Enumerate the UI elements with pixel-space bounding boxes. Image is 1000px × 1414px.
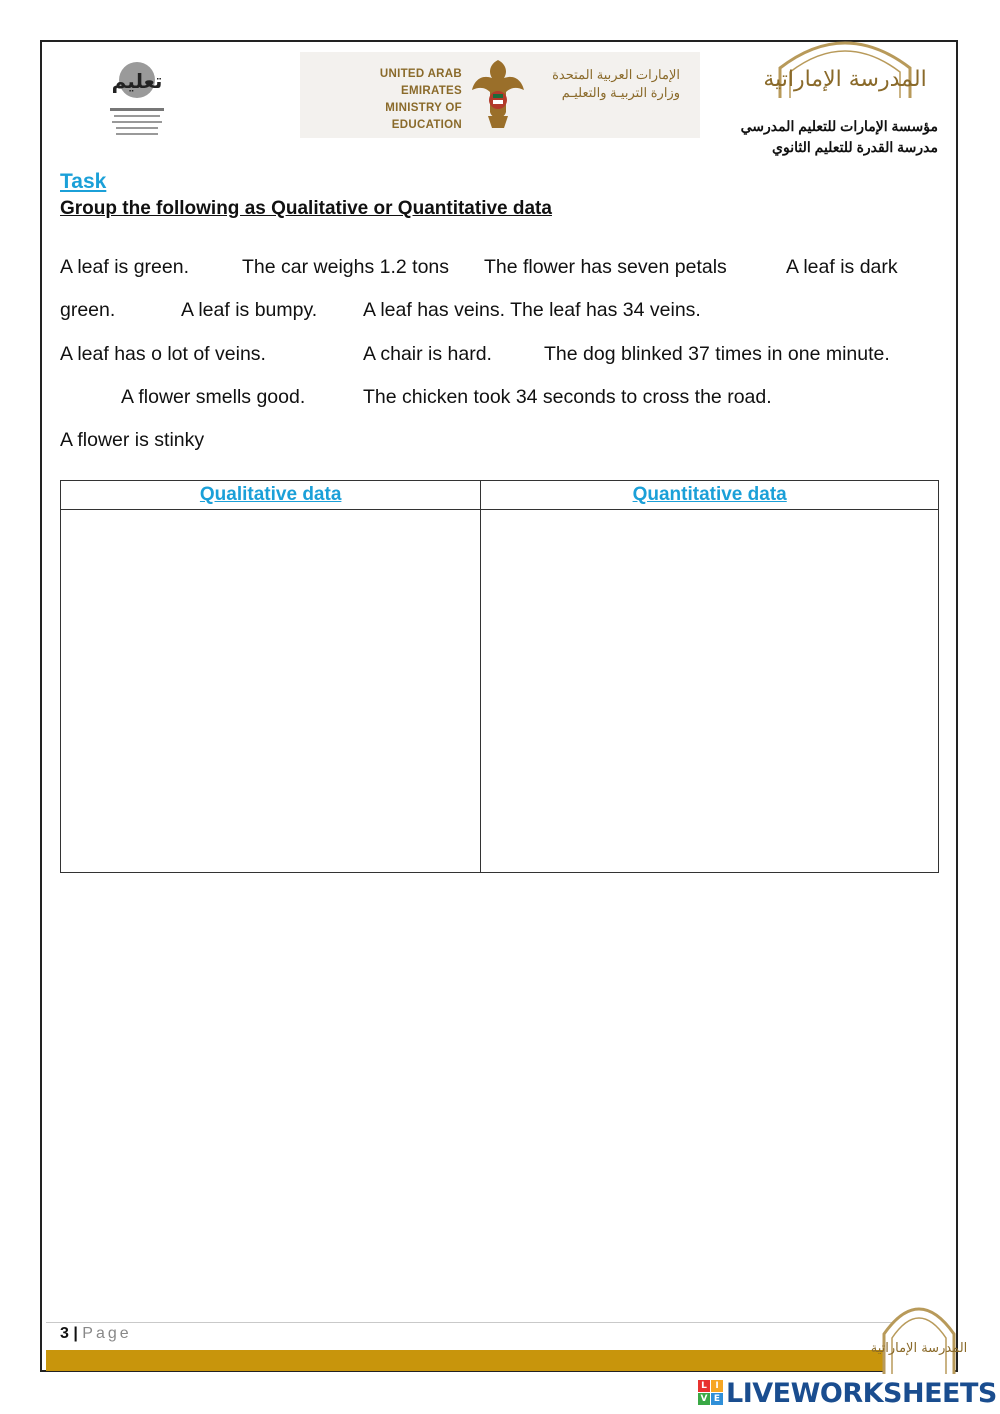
statement: The chicken took 34 seconds to cross the road. xyxy=(363,386,772,408)
ministry-en-line1: UNITED ARAB EMIRATES xyxy=(379,68,462,97)
ministry-logo xyxy=(300,52,700,138)
statement: A leaf is green. xyxy=(60,256,189,278)
brand-box-v: V xyxy=(698,1393,710,1405)
task-instruction: Group the following as Qualitative or Quantitative data xyxy=(60,198,552,219)
qualitative-header: Qualitative data xyxy=(61,481,481,510)
statement: The dog blinked 37 times in one minute. xyxy=(544,343,890,365)
footer-gold-bar xyxy=(46,1350,906,1371)
school-ar-line2: مدرسة القدرة للتعليم الثانوي xyxy=(772,139,938,155)
brand-box-i: I xyxy=(711,1380,723,1392)
brand-box-l: L xyxy=(698,1380,710,1392)
grouping-table xyxy=(60,480,939,873)
statement: A chair is hard. xyxy=(363,343,492,365)
page-word: Page xyxy=(82,1325,132,1342)
qualitative-drop-zone[interactable] xyxy=(61,510,481,873)
ministry-name-arabic xyxy=(520,66,680,102)
brand-box-e: E xyxy=(711,1393,723,1405)
footer-divider xyxy=(46,1322,906,1323)
statement: green. xyxy=(60,299,116,321)
statement: A leaf is dark xyxy=(786,256,898,278)
statement: A flower is stinky xyxy=(60,429,205,451)
task-label: Task xyxy=(60,170,107,193)
statement: A leaf has o lot of veins. xyxy=(60,343,266,365)
school-footer-logo xyxy=(870,1290,968,1374)
statement: A leaf has veins. The leaf has 34 veins. xyxy=(363,299,701,321)
ministry-name-english xyxy=(316,66,462,134)
taleem-logo xyxy=(104,58,170,140)
school-arabic-name xyxy=(700,116,938,158)
ministry-en-line2: MINISTRY OF EDUCATION xyxy=(385,102,462,131)
statement: A flower smells good. xyxy=(121,386,306,408)
school-logo-text: المدرسة الإماراتية xyxy=(763,67,927,92)
statement: The car weighs 1.2 tons xyxy=(242,256,450,278)
taleem-logo-text: تعليم xyxy=(111,69,163,93)
school-ar-line1: مؤسسة الإمارات للتعليم المدرسي xyxy=(740,118,938,134)
quantitative-drop-zone[interactable] xyxy=(481,510,939,873)
statement: A leaf is bumpy. xyxy=(181,299,318,321)
page-number-separator: | xyxy=(73,1325,78,1342)
eagle-emblem-icon xyxy=(470,56,526,132)
school-logo xyxy=(763,28,927,102)
page-number xyxy=(60,1325,132,1343)
ministry-ar-line1: الإمارات العربية المتحدة xyxy=(552,67,680,82)
ministry-ar-line2: وزارة التربيـة والتعليـم xyxy=(561,85,680,100)
page-number-value: 3 xyxy=(60,1325,69,1342)
quantitative-header: Quantitative data xyxy=(481,481,939,510)
brand-name: LIVEWORKSHEETS xyxy=(726,1378,997,1409)
statement: The flower has seven petals xyxy=(484,256,727,278)
footer-logo-text: المدرسة الإماراتية xyxy=(870,1341,968,1356)
